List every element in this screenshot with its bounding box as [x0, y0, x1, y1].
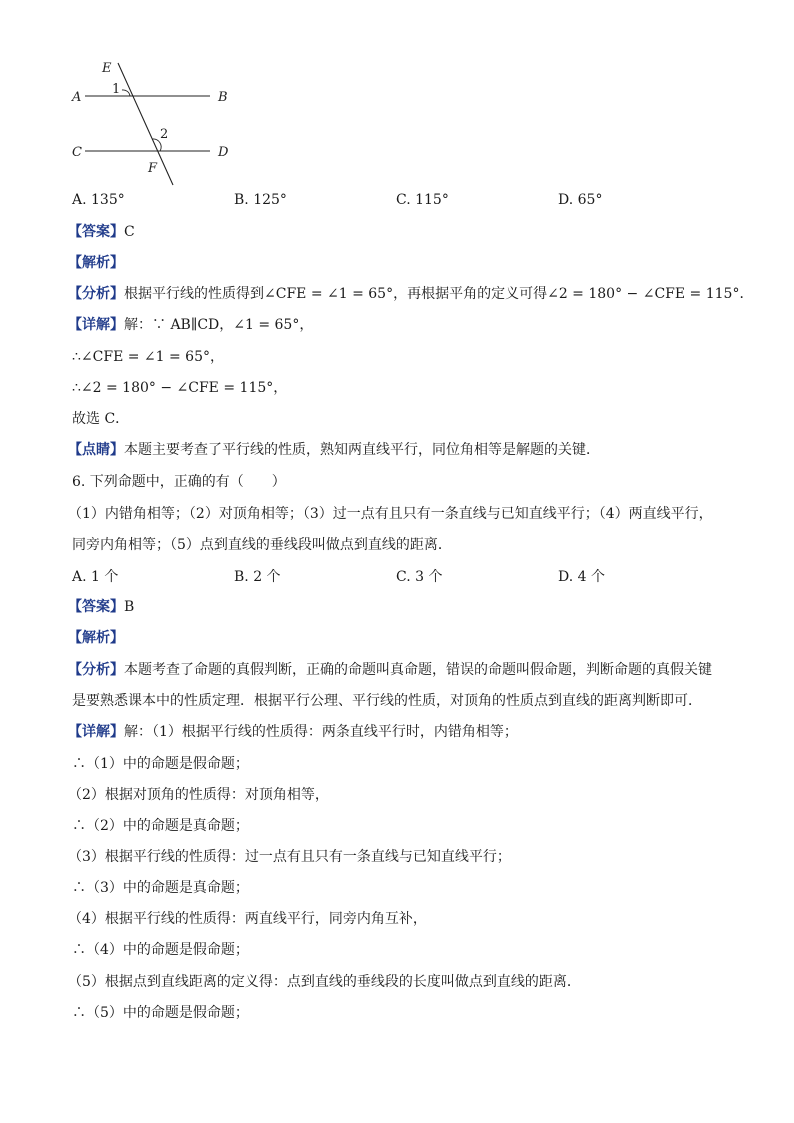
- xiangjie-text: 解：（1）根据平行线的性质得：两条直线平行时，内错角相等；: [124, 724, 518, 740]
- q5-dianjing: [68, 440, 600, 460]
- q5-fenxi: [68, 284, 753, 304]
- dianjing-text: 本题主要考查了平行线的性质，熟知两直线平行，同位角相等是解题的关键．: [124, 442, 600, 458]
- fenxi-tag: 【分析】: [68, 662, 124, 678]
- q6-option-b: B. 2 个: [234, 569, 281, 585]
- q5-xiangjie: [68, 315, 313, 335]
- xiangjie-tag: 【详解】: [68, 724, 124, 740]
- q6-statements-line-2: 同旁内角相等；（5）点到直线的垂线段叫做点到直线的距离．: [72, 537, 452, 553]
- q6-step-line: （3）根据平行线的性质得：过一点有且只有一条直线与已知直线平行；: [68, 849, 511, 865]
- q6-options: [72, 566, 772, 586]
- dianjing-tag: 【点睛】: [68, 442, 124, 458]
- label-c: C: [72, 145, 82, 160]
- q5-options: [72, 192, 772, 212]
- q5-option-c: C. 115°: [396, 192, 449, 208]
- q6-step-line: （5）根据点到直线距离的定义得：点到直线的垂线段的长度叫做点到直线的距离．: [68, 974, 581, 990]
- q5-step-1: ∴∠CFE = ∠1 = 65°，: [72, 349, 224, 365]
- angle-2-label: 2: [160, 127, 169, 142]
- label-e: E: [102, 61, 112, 76]
- label-d: D: [218, 145, 229, 160]
- q6-xiangjie: [68, 722, 518, 742]
- q6-option-d: D. 4 个: [558, 569, 605, 585]
- q6-question: 6. 下列命题中，正确的有（ ）: [72, 474, 286, 490]
- answer-tag: 【答案】: [68, 599, 124, 615]
- label-f: F: [148, 161, 158, 176]
- transversal-ef: [118, 63, 173, 185]
- q6-step-line: ∴（5）中的命题是假命题；: [72, 1005, 249, 1021]
- q6-fenxi-line-1: [68, 660, 712, 680]
- q6-step-line: ∴（2）中的命题是真命题；: [72, 818, 249, 834]
- angle-1-arc: [122, 90, 130, 96]
- fenxi-text: 本题考查了命题的真假判断，正确的命题叫真命题，错误的命题叫假命题，判断命题的真假关键: [124, 662, 712, 678]
- fenxi-text: 根据平行线的性质得到∠CFE = ∠1 = 65°，再根据平角的定义可得∠2 = 180° − ∠CFE = 115°．: [124, 286, 754, 302]
- q6-option-a: A. 1 个: [72, 569, 119, 585]
- answer-tag: 【答案】: [68, 224, 124, 240]
- xiangjie-text: 解：∵ AB∥CD，∠1 = 65°，: [124, 317, 314, 333]
- q5-step-2: ∴∠2 = 180° − ∠CFE = 115°，: [72, 380, 288, 396]
- label-a: A: [72, 90, 82, 105]
- q6-step-line: （2）根据对顶角的性质得：对顶角相等，: [68, 787, 329, 803]
- q6-step-line: ∴（4）中的命题是假命题；: [72, 942, 249, 958]
- angle-1-label: 1: [112, 82, 121, 97]
- xiangjie-tag: 【详解】: [68, 317, 124, 333]
- q6-statements-line-1: （1）内错角相等；（2）对顶角相等；（3）过一点有且只有一条直线与已知直线平行；（4）两直线平行，: [68, 506, 713, 522]
- q5-jiexi-heading: 【解析】: [68, 255, 124, 271]
- q6-jiexi-heading: 【解析】: [68, 630, 124, 646]
- q5-option-d: D. 65°: [558, 192, 603, 208]
- parallel-lines-figure: [60, 55, 240, 190]
- q6-step-line: ∴（1）中的命题是假命题；: [72, 756, 249, 772]
- geometry-diagram: [60, 55, 240, 190]
- fenxi-tag: 【分析】: [68, 286, 124, 302]
- q6-fenxi-line-2: 是要熟悉课本中的性质定理．根据平行公理、平行线的性质，对顶角的性质点到直线的距离判断即可．: [72, 693, 702, 709]
- q6-step-line: （4）根据平行线的性质得：两直线平行，同旁内角互补，: [68, 911, 427, 927]
- answer-value: C: [124, 224, 135, 240]
- q6-answer: [68, 597, 134, 617]
- q5-answer: [68, 222, 135, 242]
- answer-value: B: [124, 599, 135, 615]
- q6-step-line: ∴（3）中的命题是真命题；: [72, 880, 249, 896]
- q5-option-b: B. 125°: [234, 192, 287, 208]
- q5-option-a: A. 135°: [72, 192, 125, 208]
- label-b: B: [218, 90, 228, 105]
- q5-conclusion: 故选 C．: [72, 411, 130, 427]
- q6-option-c: C. 3 个: [396, 569, 443, 585]
